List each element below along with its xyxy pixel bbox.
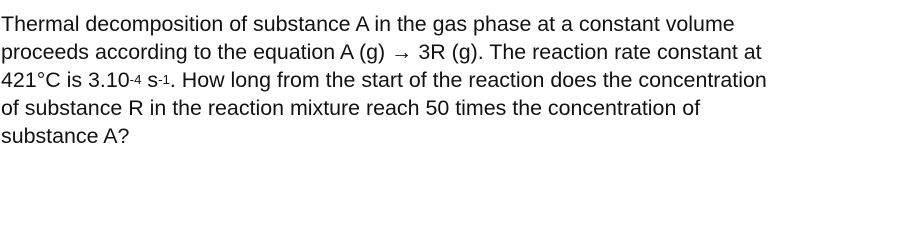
problem-line-2: proceeds according to the equation A (g) → 3R (g). The reaction rate constant at xyxy=(1,40,762,64)
problem-line-3-rest: . How long from the start of the reaction does the concentration xyxy=(169,68,767,92)
rate-constant-prefix: 421°C is 3.10 xyxy=(1,68,130,92)
problem-line-3 xyxy=(1,66,906,94)
rate-unit-exponent: -1 xyxy=(158,72,170,88)
problem-text xyxy=(1,10,906,150)
problem-line-5: substance A? xyxy=(1,124,130,148)
rate-constant-exponent: -4 xyxy=(129,72,142,88)
problem-line-1: Thermal decomposition of substance A in the gas phase at a constant volume xyxy=(1,12,735,36)
problem-line-4: of substance R in the reaction mixture reach 50 times the concentration of xyxy=(1,96,701,120)
rate-unit-seconds: s xyxy=(141,68,159,92)
